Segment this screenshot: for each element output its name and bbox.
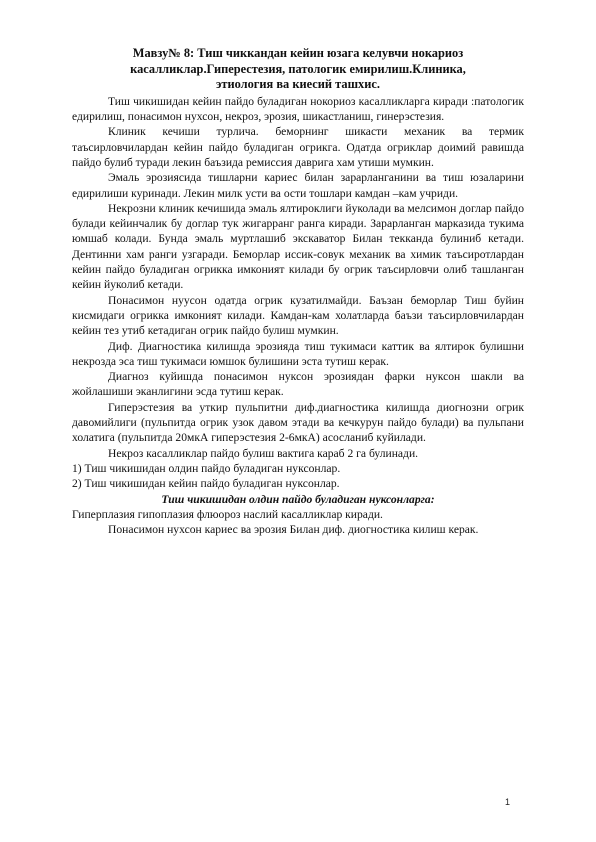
document-title [72,46,524,93]
list-item: 1) Тиш чикишидан олдин пайдо буладиган нуксонлар. [72,461,341,475]
document-body [72,46,524,537]
paragraph-classification: Некроз касалликлар пайдо булиш вактига караб 2 га булинади. [108,446,419,460]
paragraph-clinic: Клиник кечиши турлича. беморнинг шикасти механик ва термик таъсирловчилардан кейин пайдо буладиган огрикга. Одатда огриклар доимий равишда пайдо булиб туради лекин баъзида ремиссия даврига хам утиши мумкин. [72,125,524,169]
paragraph-necrosis: Некрозни клиник кечишида эмаль ялтироклиги йуколади ва мелсимон доглар пайдо булади кейинчалик бу доглар тук жигарранг ранга киради. Зарарланган марказида тукима юмшаб колади. Бунда эмаль муртлашиб экскаватор Билан текканда булиниб кетади. Дентинни хам ранги узгаради. Беморлар иссик-совук механик ва химик таъсиротлардан кейин пайдо буладиган огрикка имконият килади бу огрик таъсирловчи олиб ташланган кейин йуколиб кетади. [72,201,524,292]
paragraph-erosion: Эмаль эрозиясида тишларни кариес билан зарарланганини ва тиш юзаларини едирилиши куринади. Лекин милк усти ва ости тошлари камдан –кам учриди. [72,171,524,200]
paragraph-intro: Тиш чикишидан кейин пайдо буладиган нокориоз касалликларга киради :патологик едирилиш, понасимон нухсон, некроз, эрозия, шикастланиш, гинерэстезия. [72,94,524,124]
list-item: 2) Тиш чикишидан кейин пайдо буладиган нуксонлар. [72,477,340,491]
paragraph-last: Понасимон нухсон кариес ва эрозия Билан диф. диогностика килиш керак. [108,523,479,537]
paragraph-wedge-defect: Понасимон нуусон одатда огрик кузатилмайди. Баъзан беморлар Тиш буйин кисмидаги огрикка имконият килади. Камдан-кам холатларда баъзи таъсирловчилардан кейин тез утиб кетадиган огрик пайдо булиш мумкин. [72,293,524,338]
paragraph-hyperesthesia: Гиперэстезия ва уткир пульпитни диф.диагностика килишда диогнозни огрик давомийлиги (пульпитда огрик узок давом этади ва кечкурун пайдо булади) ва пульпани холатига (пульпитда 20мкА гиперэстезия 2-6мкА) асосланиб куйилади. [72,400,524,445]
title-line-3: этиология ва киесий ташхис. [216,77,380,92]
paragraph-pre-eruption: Гиперплазия гипоплазия флюороз наслий касалликлар киради. [72,507,383,521]
paragraph-diff-diagnosis: Диф. Диагностика килишда эрозияда тиш тукимаси каттик ва ялтирок булишни некрозда эса тиш тукимаси юмшок булишини эста тутиш керак. [72,339,524,368]
subheading: Тиш чикишидан олдин пайдо буладиган нуксонларга: [161,492,435,506]
page-number: 1 [504,797,510,807]
title-line-1: Мавзу№ 8: Тиш чиккандан кейин юзага келувчи нокариоз [132,46,464,60]
title-line-2: касалликлар.Гиперестезия, патологик емирилиш.Клиника, [130,61,466,76]
paragraph-diagnosis: Диагноз куйишда понасимон нуксон эрозиядан фарки нуксон шакли ва жойлашиши эканлигини эсда тутиш керак. [72,370,524,399]
